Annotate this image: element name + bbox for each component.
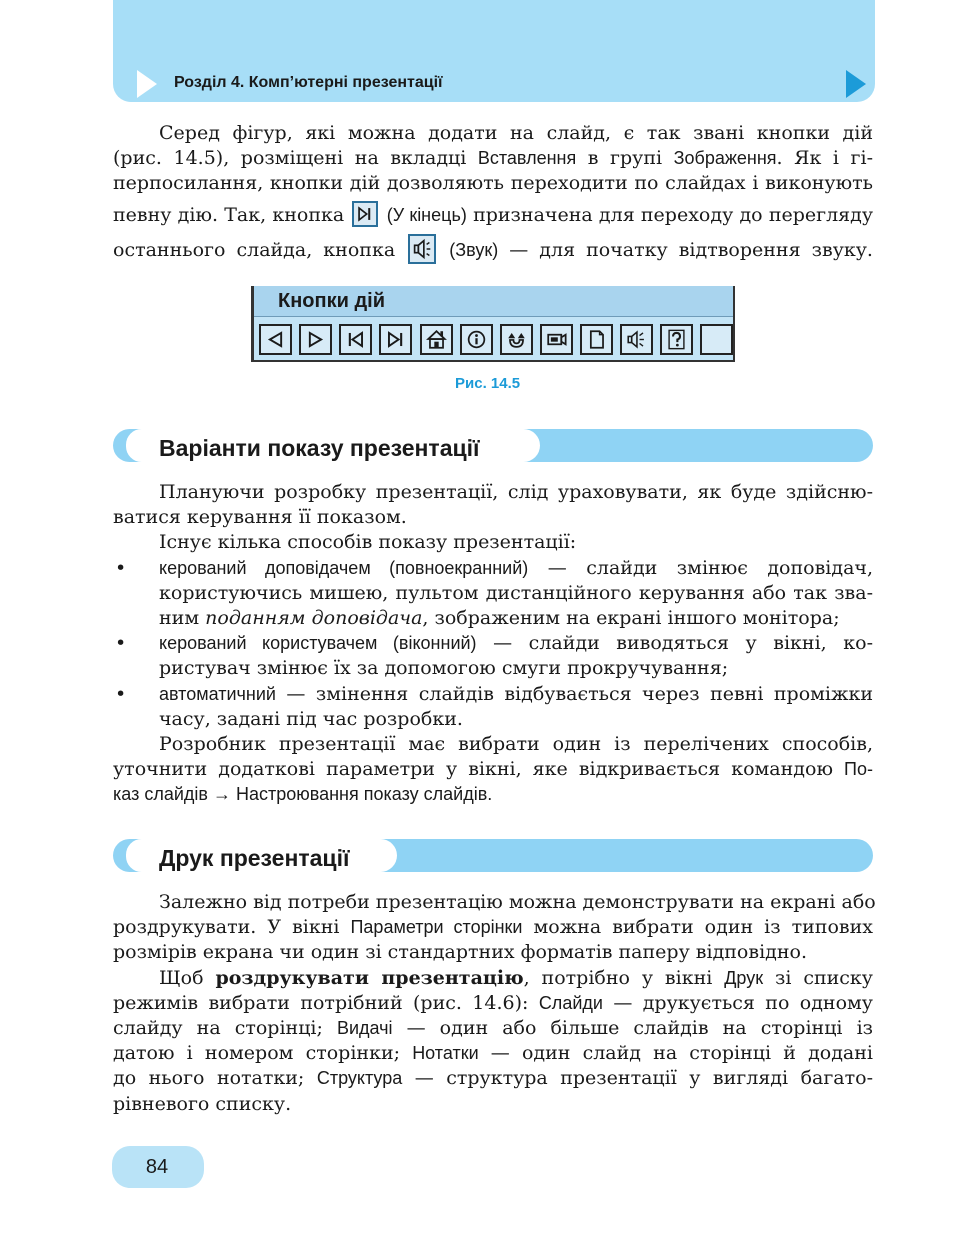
list-item-line: часу, задані під час розробки. <box>159 707 463 730</box>
video-button-icon <box>540 324 573 355</box>
intro-paragraph <box>113 121 873 267</box>
document-button-icon <box>580 324 613 355</box>
paragraph-line: рівневого списку. <box>113 1092 292 1115</box>
page-number: 84 <box>145 1156 169 1178</box>
help-button-icon <box>660 324 693 355</box>
tab-name: Вставлення <box>477 148 577 169</box>
paragraph-line: до нього нотатки; Структура — структура презентації у вигляді багато- <box>113 1067 873 1090</box>
show-options-text <box>113 480 873 807</box>
paragraph-line: режимів вибрати потрібний (рис. 14.6): Слайди — друкується по одному <box>113 991 873 1014</box>
sound-button-icon <box>620 324 653 355</box>
sound-action-button-icon <box>408 234 436 264</box>
information-button-icon <box>460 324 493 355</box>
forward-button-icon <box>299 324 332 355</box>
list-item: • керований користувачем (віконний) — слайди виводяться у вікні, ко- <box>115 632 873 655</box>
list-item-line: ристувач змінює їх за допомогою смуги прокручування; <box>159 657 729 680</box>
header-arrow-right-icon <box>846 70 866 98</box>
list-item-line: ним поданням доповідача, зображеним на екрані іншого монітора; <box>159 606 840 629</box>
paragraph-line: Існує кілька способів показу презентації: <box>159 531 577 554</box>
end-action-button-icon <box>352 201 378 227</box>
intro-line: певну дію. Так, кнопка (У кінець) призначена для переходу до перегляду <box>113 199 873 231</box>
group-name: Зображення <box>673 148 777 169</box>
list-item-line: користуючись мишею, пультом дистанційного керування або так зва- <box>159 581 873 604</box>
menu-path: каз слайдів → Настроювання показу слайдів. <box>113 784 493 805</box>
back-button-icon <box>259 324 292 355</box>
beginning-button-icon <box>339 324 372 355</box>
paragraph-line: розмірів екрана чи один зі стандартних форматів паперу відповідно. <box>113 941 807 964</box>
paragraph-line: Залежно від потреби презентацію можна демонструвати на екрані або <box>159 891 876 913</box>
paragraph-line: слайду на сторінці; Видачі — один або більше слайдів на сторінці із <box>113 1016 874 1039</box>
section-title-show-options: Варіанти показу презентації <box>159 435 480 461</box>
chapter-title: Розділ 4. Комп’ютерні презентації <box>174 74 443 91</box>
paragraph-line: датою і номером сторінки; Нотатки — один слайд на сторінці й додані <box>113 1042 873 1065</box>
figure-caption: Рис. 14.5 <box>455 375 521 392</box>
end-button-icon <box>379 324 412 355</box>
intro-line: перпосилання, кнопки дій дозволяють переходити по слайдах і виконують <box>113 172 873 195</box>
figure-title: Кнопки дій <box>254 286 733 317</box>
action-buttons-figure <box>251 286 735 362</box>
paragraph-line: Плануючи розробку презентації, слід ураховувати, як буде здійсню- <box>159 481 873 503</box>
intro-line: Серед фігур, які можна додати на слайд, є так звані кнопки дій <box>159 122 873 144</box>
paragraph-line: ватися керування її показом. <box>113 506 407 529</box>
home-button-icon <box>420 324 453 355</box>
intro-line: останнього слайда, кнопка (Звук) — для початку відтворення звуку. <box>113 233 873 267</box>
paragraph-line: Щоб роздрукувати презентацію, потрібно у вікні Друк зі списку <box>159 966 873 989</box>
print-text <box>113 890 876 1117</box>
list-item: • автоматичний — змінення слайдів відбувається через певні проміжки <box>115 682 873 705</box>
return-button-icon <box>500 324 533 355</box>
custom-button-icon <box>700 324 733 355</box>
header-arrow-left-icon <box>137 70 157 98</box>
paragraph-line: уточнити додаткові параметри у вікні, яке відкривається командою По- <box>113 758 873 781</box>
paragraph-line: роздрукувати. У вікні Параметри сторінки можна вибрати один із типових <box>113 916 873 939</box>
intro-line: (рис. 14.5), розміщені на вкладці Вставлення в групі Зображення. Як і гі- <box>113 147 873 170</box>
section-title-print: Друк презентації <box>159 845 350 871</box>
paragraph-line: Розробник презентації має вибрати один із перелічених способів, <box>159 732 873 755</box>
list-item: • керований доповідачем (повноекранний) — слайди змінює доповідач, <box>115 556 873 579</box>
